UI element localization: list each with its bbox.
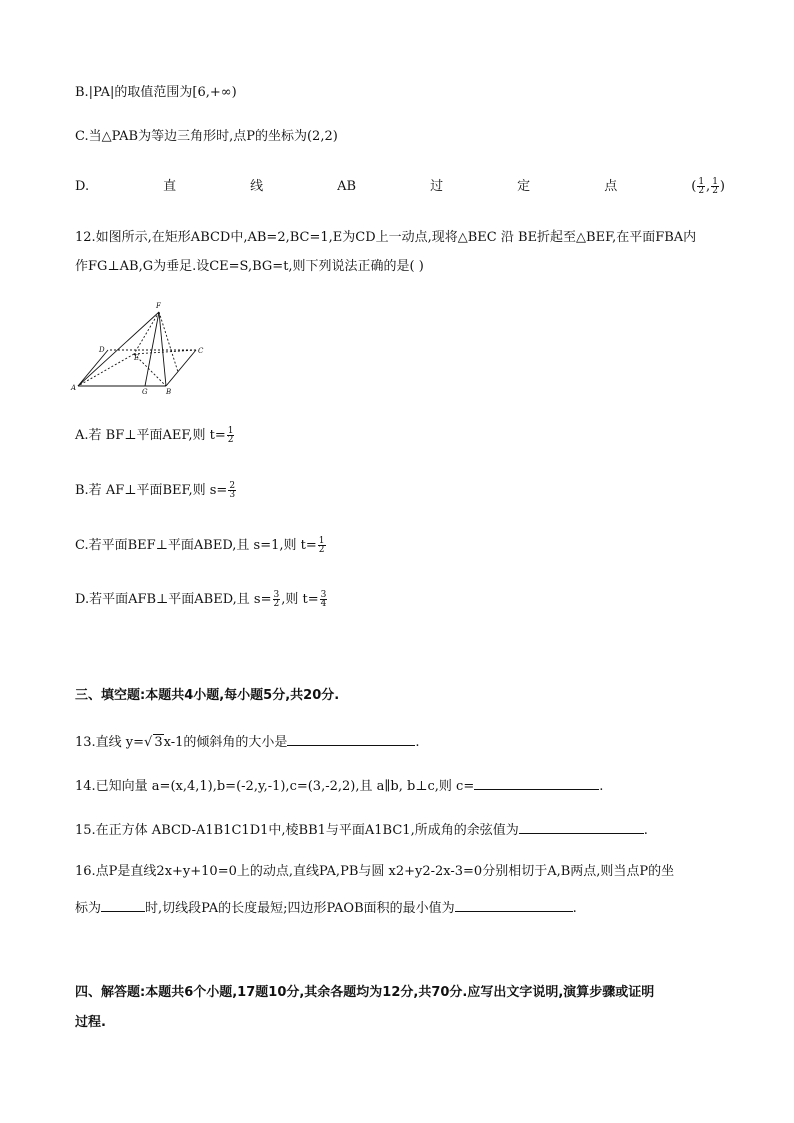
q11-option-d [75, 178, 725, 196]
q12-option-d: D.若平面AFB⊥平面ABED,且 s= $\frac{3}{2}$ ,则 t= $\frac{3}{4}$ [75, 590, 327, 609]
section3-heading: 三、填空题:本题共4小题,每小题5分,共20分. [75, 688, 340, 703]
q16-answer-blank-2[interactable] [455, 897, 573, 912]
q12-stem-line2: 作FG⊥AB,G为垂足.设CE=S,BG=t,则下列说法正确的是( ) [75, 259, 424, 274]
fraction: $\frac{1}{2}$ [712, 177, 718, 196]
q15: 15.在正方体 ABCD-A1B1C1D1中,棱BB1与平面A1BC1,所成角的余弦值为 . [75, 819, 648, 840]
q15-answer-blank[interactable] [519, 819, 644, 834]
q12-figure [70, 298, 210, 398]
label-e: E [134, 354, 140, 362]
label-g: G [142, 388, 148, 396]
q12-option-c: C.若平面BEF⊥平面ABED,且 s=1,则 t= $\frac{1}{2}$ [75, 536, 325, 555]
q12-option-a: A.若 BF⊥平面AEF,则 t= $\frac{1}{2}$ [75, 426, 234, 445]
sqrt-radicand: 3 [154, 735, 163, 750]
q13-answer-blank[interactable] [287, 731, 415, 746]
q11-d-part: 点 [604, 179, 618, 194]
q16-answer-blank-1[interactable] [101, 897, 145, 912]
q11-d-part: 直 [163, 179, 177, 194]
q13: 13.直线 y=√ 3x-1的倾斜角的大小是 . [75, 731, 420, 752]
q11-option-c: C.当△PAB为等边三角形时,点P的坐标为(2,2) [75, 129, 338, 144]
q11-d-part: AB [337, 179, 357, 194]
q11-d-part: 过 [430, 179, 444, 194]
fraction: $\frac{1}{2}$ [698, 177, 705, 196]
label-c: C [198, 347, 204, 355]
label-b: B [166, 388, 172, 396]
q16-line2: 标为 时,切线段PA的长度最短;四边形PAOB面积的最小值为 . [75, 897, 577, 918]
q11-option-b: B.|PA|的取值范围为[6,+∞) [75, 85, 237, 100]
q11-d-part: 定 [517, 179, 531, 194]
fraction: $\frac{3}{2}$ [273, 590, 280, 609]
q11-d-point: ( $\frac{1}{2}$ , $\frac{1}{2}$ ) [691, 177, 725, 196]
fraction: $\frac{1}{2}$ [318, 536, 325, 555]
q11-d-part: 线 [250, 179, 264, 194]
fraction: $\frac{1}{2}$ [227, 426, 234, 445]
fraction: $\frac{2}{3}$ [229, 481, 236, 500]
section4-heading-line1: 四、解答题:本题共6个小题,17题10分,其余各题均为12分,共70分.应写出文字说明,演算步骤或证明 [75, 985, 655, 1000]
label-a: A [71, 384, 77, 392]
q14-answer-blank[interactable] [474, 775, 599, 790]
fraction: $\frac{3}{4}$ [320, 590, 327, 609]
label-d: D [99, 346, 105, 354]
section4-heading-line2: 过程. [75, 1015, 106, 1030]
q12-option-b: B.若 AF⊥平面BEF,则 s= $\frac{2}{3}$ [75, 481, 236, 500]
q14: 14.已知向量 a=(x,4,1),b=(-2,y,-1),c=(3,-2,2),且 a∥b, b⊥c,则 c= . [75, 775, 603, 796]
q16-line1: 16.点P是直线2x+y+10=0上的动点,直线PA,PB与圆 x2+y2-2x-3=0分别相切于A,B两点,则当点P的坐 [75, 864, 675, 879]
q11-d-part: D. [75, 179, 90, 194]
label-f: F [156, 302, 161, 310]
q12-stem-line1: 12.如图所示,在矩形ABCD中,AB=2,BC=1,E为CD上一动点,现将△BEC 沿 BE折起至△BEF,在平面FBA内 [75, 230, 697, 245]
